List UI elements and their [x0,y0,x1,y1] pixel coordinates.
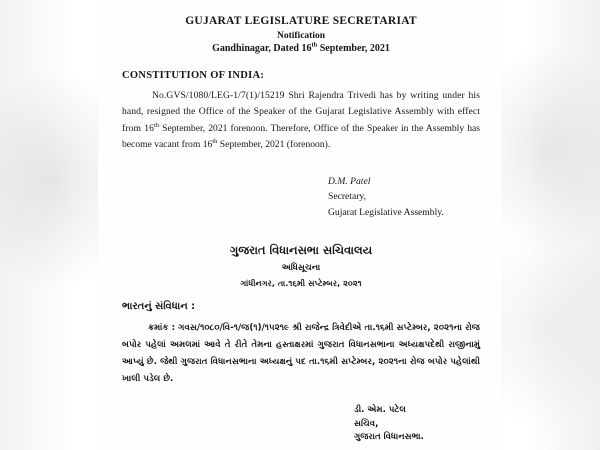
gujarati-section [122,242,480,445]
gujarati-body-paragraph: ક્રમાંક : ગવસ/૧૦૮૦/વિ-૧/જ(૧)/૧૫૨૧૯ શ્રી રાજેન્દ્ર ત્રિવેદીએ તા.૧૬મી સપ્ટેમ્બર, ૨૦૨૧ના રોજ બપોર પહેલાં અમલમાં આવે તે રીતે તેમના હસ્તાક્ષરમાં ગુજરાત વિધાનસભાના અધ્યક્ષપદેથી રાજીનામું આપ્યું છે. જેથી ગુજરાત વિધાનસભાના અધ્યક્ષનું પદ તા.૧૬મી સપ્ટેમ્બર, ૨૦૨૧ના રોજ બપોર પહેલાંથી ખાલી પડેલ છે. [122,322,480,384]
english-header [122,14,480,56]
signatory-organization: Gujarat Legislative Assembly. [328,206,444,218]
gujarati-signatory-role: સચિવ, [354,418,379,429]
document-page [98,0,502,450]
english-section-title: CONSTITUTION OF INDIA: [122,69,265,81]
gujarati-section-title: ભારતનું સંવિધાન : [122,300,196,312]
date-ordinal-suffix: th [311,41,318,49]
gujarati-organization-title: ગુજરાત વિધાનસભા સચિવાલય [229,243,373,258]
english-body-part-1: No.GVS/1080/LEG-1/7(1)/15219 Shri Rajendra Trivedi has by writing under his hand, resigned the Office of the Speaker of the Gujarat Legislative Assembly with effect from 16 [122,89,480,134]
place-date-prefix: Gandhinagar, Dated 16 [212,42,312,54]
gujarati-header [122,242,480,289]
english-body-part-3: September, 2021 (forenoon). [217,139,331,151]
gujarati-signature-block [122,404,480,446]
document-type-label: Notification [276,30,326,41]
gujarati-signatory-name: ડી. એમ. પટેલ [354,404,406,415]
gujarati-place-and-date-line: ગાંધીનગર, તા.૧૬મી સપ્ટેમ્બર, ૨૦૨૧ [240,278,362,289]
gujarati-signatory-organization: ગુજરાત વિધાનસભા. [354,432,424,443]
place-and-date-line [122,43,480,56]
place-date-suffix: September, 2021 [317,42,390,54]
organization-title: GUJARAT LEGISLATURE SECRETARIAT [185,15,417,27]
body-ordinal-2: th [212,137,218,145]
gujarati-document-type-label: અધિસૂચના [281,262,321,273]
body-ordinal-1: th [154,121,160,129]
english-signature-block [122,174,480,221]
english-body-part-2: September, 2021 forenoon. Therefore, Office of the Speaker in the Assembly has become vacant from 16 [122,122,480,151]
english-body-paragraph [122,88,480,154]
signatory-role: Secretary, [328,191,366,203]
signatory-name: D.M. Patel [328,175,371,187]
